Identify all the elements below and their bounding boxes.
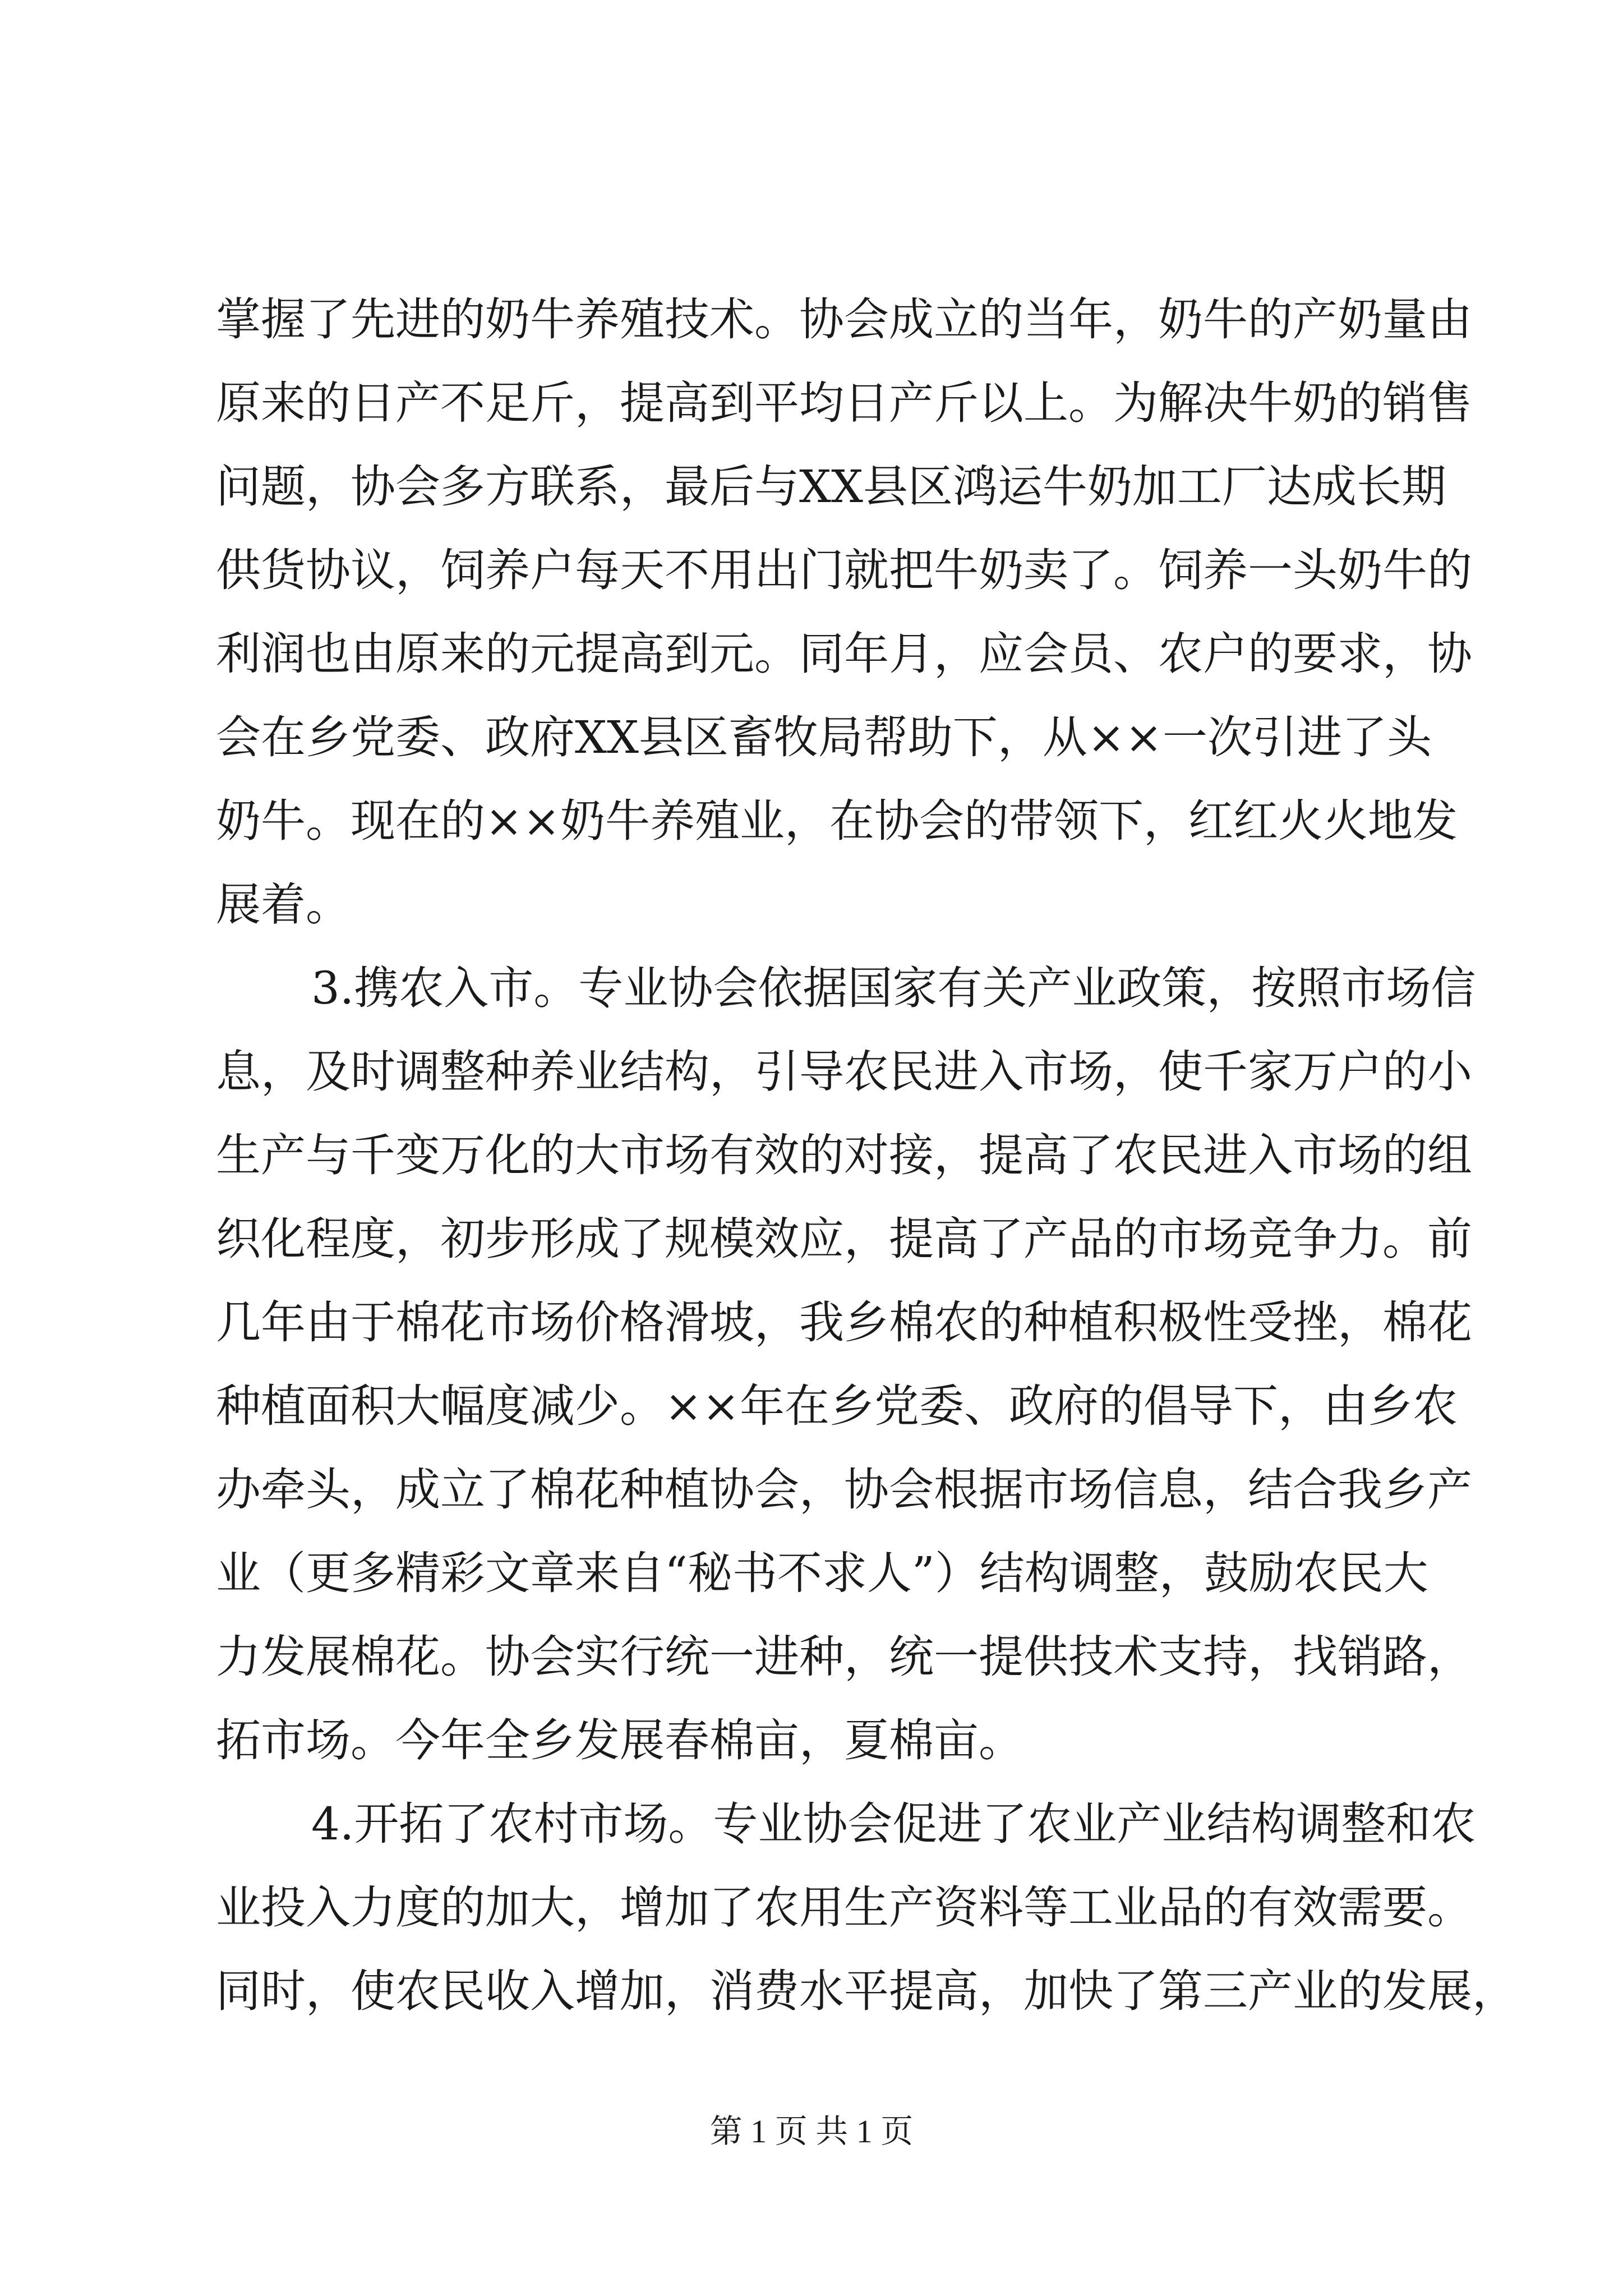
paragraph-heading-line: 3.携农入市。专业协会依据国家有关产业政策，按照市场信 — [311, 962, 1476, 1014]
body-text-line: 展着。 — [216, 878, 351, 931]
body-text-line: 奶牛。现在的××奶牛养殖业，在协会的带领下，红红火火地发 — [216, 795, 1458, 847]
body-text-line: 几年由于棉花市场价格滑坡，我乡棉农的种植积极性受挫，棉花 — [216, 1296, 1472, 1349]
body-text-line: 种植面积大幅度减少。××年在乡党委、政府的倡导下，由乡农 — [216, 1380, 1458, 1432]
body-text-line: 原来的日产不足斤，提高到平均日产斤以上。为解决牛奶的销售 — [216, 377, 1472, 429]
body-text-line: 供货协议，饲养户每天不用出门就把牛奶卖了。饲养一头奶牛的 — [216, 544, 1472, 596]
body-text-line: 息，及时调整种养业结构，引导农民进入市场，使千家万户的小 — [216, 1046, 1472, 1098]
page-footer: 第 1 页 共 1 页 — [709, 2113, 914, 2150]
body-text-line: 问题，协会多方联系，最后与XX县区鸿运牛奶加工厂达成长期 — [216, 461, 1446, 513]
body-text-line: 拓市场。今年全乡发展春棉亩，夏棉亩。 — [216, 1714, 1023, 1766]
body-text-line: 织化程度，初步形成了规模效应，提高了产品的市场竞争力。前 — [216, 1213, 1472, 1265]
body-text-line: 同时，使农民收入增加，消费水平提高，加快了第三产业的发展， — [216, 1965, 1517, 2017]
body-text-line: 掌握了先进的奶牛养殖技术。协会成立的当年，奶牛的产奶量由 — [216, 293, 1472, 346]
body-text-line: 力发展棉花。协会实行统一进种，统一提供技术支持，找销路， — [216, 1631, 1472, 1683]
body-text-line: 业投入力度的加大，增加了农用生产资料等工业品的有效需要。 — [216, 1881, 1472, 1934]
body-text-line: 会在乡党委、政府XX县区畜牧局帮助下，从××一次引进了头 — [216, 711, 1432, 763]
body-text-line: 生产与千变万化的大市场有效的对接，提高了农民进入市场的组 — [216, 1129, 1472, 1181]
body-text-line: 利润也由原来的元提高到元。同年月，应会员、农户的要求，协 — [216, 628, 1472, 680]
body-text-line: 办牵头，成立了棉花种植协会，协会根据市场信息，结合我乡产 — [216, 1464, 1472, 1516]
body-text-line: 业（更多精彩文章来自“秘书不求人”）结构调整，鼓励农民大 — [216, 1547, 1428, 1599]
paragraph-heading-line: 4.开拓了农村市场。专业协会促进了农业产业结构调整和农 — [311, 1798, 1476, 1850]
